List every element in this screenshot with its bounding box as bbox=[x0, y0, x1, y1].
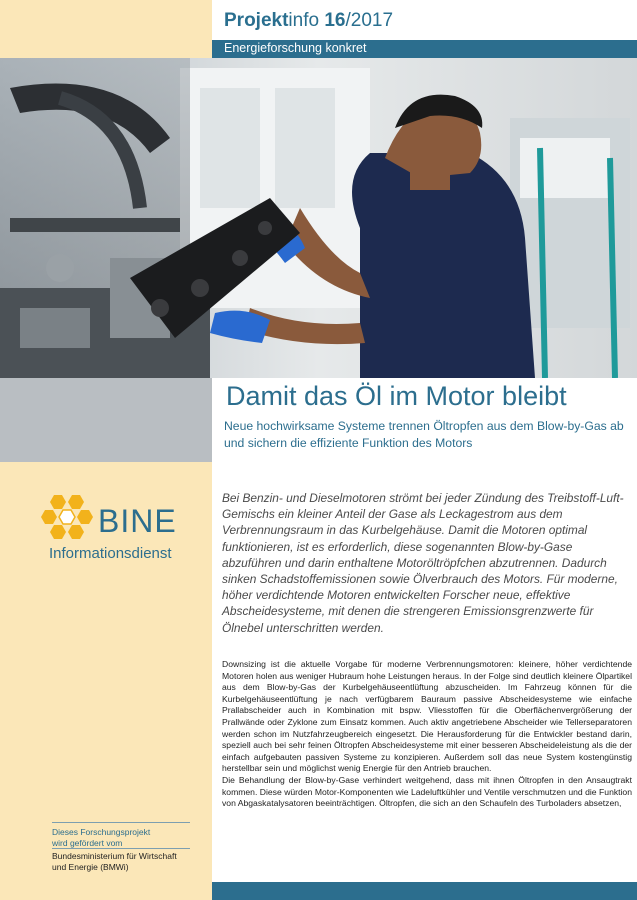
body-paragraph: Die Behandlung der Blow-by-Gase verhindert weitgehend, dass mit ihnen Öltropfen in den Ansaugtrakt kommen. Diese würden Motor-Komponenten wie Ladeluftkühler und Ventile verschmutzen und die Funktion von Abgaskatalysatoren beeinträchtigen. Öltropfen, die sich an den Schaufeln des Turboladers absetzen, bbox=[222, 774, 632, 809]
factory-worker-illustration bbox=[0, 58, 637, 378]
body-text bbox=[222, 659, 632, 810]
category-label: Energieforschung konkret bbox=[224, 41, 367, 55]
article-title: Damit das Öl im Motor bleibt bbox=[226, 381, 567, 411]
category-bar bbox=[212, 40, 637, 58]
footer-bar bbox=[212, 882, 637, 900]
project-info-label: Projektinfo 16/2017 bbox=[224, 10, 394, 31]
bine-logo-icon bbox=[40, 493, 98, 543]
logo-subtitle: Informationsdienst bbox=[49, 545, 172, 562]
body-paragraph: Downsizing ist die aktuelle Vorgabe für moderne Verbrennungsmotoren: kleinere, höher verdichtende Motoren holen aus weniger Hubraum hohe Leistungen heraus. In der Folge sind deutlich kleinere Ölpartikel aus dem Blow-by-Gas der Kurbelgehäuseentlüftung abzuscheiden. Im Fahrzeug können für die Kurbelgehäuseentlüftung je nach verfügbarem Bauraum passive Abscheidesysteme wie einfache Prallabscheider auch in Kombination mit bspw. Vliesstoffen für die Oberflächenvergrößerung der Prallwände oder Zyklone zum Einsatz kommen. Auch aktiv angetriebene Abscheider wie Tellerseparatoren werden schon im Nutzfahrzeugbereich eingesetzt. Die Herausforderung für die Entwickler bestand darin, speziell auch bei sehr feinen Öltropfen Abscheidesysteme mit einer besseren Abscheideleistung als die der einfach aufgebauten passiven Systeme zu konzipieren. Außerdem soll das neue System kostengünstig herstellbar sein und möglichst wenig Energie für den Antrieb brauchen. bbox=[222, 659, 632, 774]
funding-organization: Bundesministerium für Wirtschaft und Energie (BMWi) bbox=[52, 851, 177, 872]
article-subtitle: Neue hochwirksame Systeme trennen Öltropfen aus dem Blow-by-Gas ab und sichern die effiziente Funktion des Motors bbox=[224, 419, 624, 450]
hero-photo bbox=[0, 58, 637, 378]
funding-note: Dieses Forschungsprojekt wird gefördert vom bbox=[52, 827, 151, 848]
photo-lower-strip bbox=[0, 378, 212, 462]
intro-paragraph: Bei Benzin- und Dieselmotoren strömt bei jeder Zündung des Treibstoff-Luft-Gemischs ein kleiner Anteil der Gase als Leckagestrom aus dem Verbrennungsraum in das Kurbelgehäuse. Damit die Motoren optimal funktionieren, ist es erforderlich, diese sogenannten Blow-by-Gase abzuführen und darin enthaltene Motoröltröpfchen abzutrennen. Dadurch sinken Schadstoffemissionen sowie Ölverbrauch des Motors. Für moderne, höher verdichtende Motoren entwickelten Forscher neue, effektive Abscheidesysteme, mit denen die strengeren Emissionsgrenzwerte für Ölnebel unterschritten werden. bbox=[222, 491, 624, 635]
logo-wordmark: BINE bbox=[98, 503, 177, 539]
funding-divider bbox=[52, 848, 190, 849]
funding-divider bbox=[52, 822, 190, 823]
